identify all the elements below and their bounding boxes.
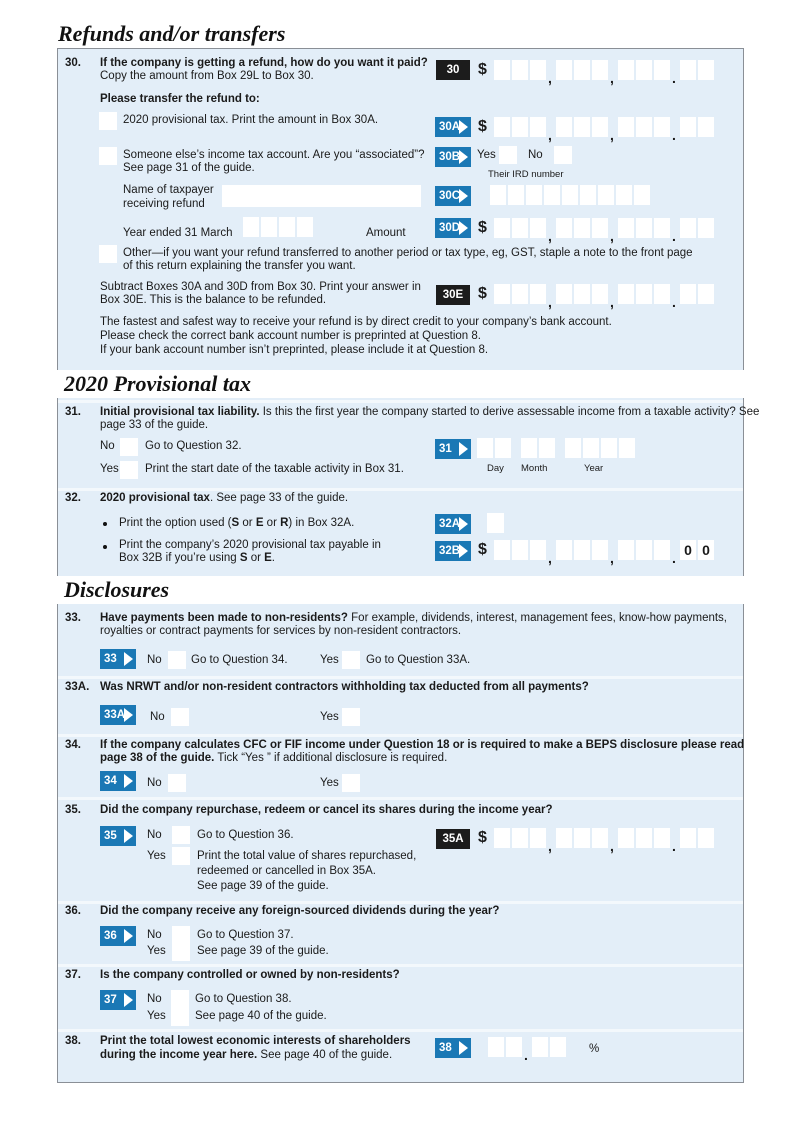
yes-checkbox-35[interactable]	[172, 847, 190, 865]
amount-input-32b[interactable]	[478, 540, 716, 566]
digit-box[interactable]	[636, 828, 652, 848]
digit-box[interactable]	[636, 284, 652, 304]
digit-box[interactable]	[477, 438, 493, 458]
digit-box[interactable]	[680, 117, 696, 137]
taxpayer-name-input[interactable]	[222, 185, 421, 207]
no-checkbox-33a[interactable]	[171, 708, 189, 726]
option-text: See page 39 of the guide.	[197, 880, 329, 892]
checkbox-30a[interactable]	[99, 112, 117, 130]
question-text: If the company is getting a refund, how do you want it paid?	[100, 57, 428, 69]
percent-sign: %	[589, 1043, 600, 1055]
yes-label: Yes	[147, 1010, 166, 1022]
digit-box[interactable]	[592, 218, 608, 238]
option-text: redeemed or cancelled in Box 35A.	[197, 865, 376, 877]
question-number: 36.	[65, 905, 81, 917]
digit-box[interactable]	[512, 218, 528, 238]
question-text: Did the company receive any foreign-sourced dividends during the year?	[100, 905, 500, 917]
question-number: 32.	[65, 492, 81, 504]
option-text: Someone else’s income tax account. Are you “associated”?	[123, 149, 425, 161]
checkbox-other[interactable]	[99, 245, 117, 263]
yes-checkbox-33[interactable]	[342, 651, 360, 669]
no-label: No	[150, 711, 165, 723]
question-rest: . See page 33 of the guide.	[209, 492, 349, 504]
section-title-provisional: 2020 Provisional tax	[64, 371, 252, 396]
digit-box[interactable]	[654, 60, 670, 80]
year-label: Year	[584, 463, 604, 474]
field-label: Year ended 31 March	[123, 227, 233, 239]
option-text: of this return explaining the transfer you want.	[123, 260, 356, 272]
digit-box[interactable]	[495, 438, 511, 458]
digit-box[interactable]	[494, 60, 510, 80]
box-label-31: 31	[435, 439, 471, 459]
option-text: Go to Question 38.	[195, 993, 292, 1005]
no-checkbox-33[interactable]	[168, 651, 186, 669]
amount-input-30[interactable]	[478, 60, 716, 86]
percentage-input-38[interactable]	[488, 1037, 568, 1063]
digit-box[interactable]	[506, 1037, 522, 1057]
field-label: Name of taxpayer	[123, 184, 214, 196]
decimal-point: .	[524, 1047, 528, 1063]
box-label-38: 38	[435, 1038, 471, 1058]
question-text: page 38 of the guide. Tick “Yes ” if additional disclosure is required.	[100, 752, 448, 764]
bullet	[103, 545, 107, 549]
divider	[58, 1029, 743, 1032]
section-title-refunds: Refunds and/or transfers	[58, 21, 286, 46]
digit-box[interactable]	[574, 540, 590, 560]
comma-separator: ,	[548, 838, 552, 854]
yes-label: Yes	[320, 654, 339, 666]
option-text: Other—if you want your refund transferred to another period or tax type, eg, GST, staple a note to the front page	[123, 247, 693, 259]
digit-box[interactable]	[488, 1037, 504, 1057]
option-text: Go to Question 36.	[197, 829, 294, 841]
yes-checkbox-31[interactable]	[120, 461, 138, 479]
dollar-sign: $	[478, 829, 487, 846]
digit-box[interactable]	[261, 217, 277, 237]
question-number: 30.	[65, 57, 81, 69]
bullet-text: Print the company’s 2020 provisional tax payable in	[119, 539, 381, 551]
digit-box[interactable]	[618, 828, 634, 848]
section-title-disclosures: Disclosures	[64, 577, 170, 602]
box-label-35: 35	[100, 826, 136, 846]
option-text: See page 31 of the guide.	[123, 162, 255, 174]
box-label-33a: 33A	[100, 705, 136, 725]
option-text: Go to Question 37.	[197, 929, 294, 941]
amount-input-35a[interactable]	[478, 828, 716, 854]
decimal-point: .	[672, 550, 676, 566]
comma-separator: ,	[548, 127, 552, 143]
field-label: receiving refund	[123, 198, 205, 210]
yes-checkbox-37[interactable]	[171, 1008, 189, 1026]
yes-label: Yes	[147, 850, 166, 862]
digit-box[interactable]	[654, 218, 670, 238]
digit-box[interactable]	[698, 60, 714, 80]
option-text: See page 39 of the guide.	[197, 945, 329, 957]
digit-box[interactable]	[601, 438, 617, 458]
digit-box[interactable]	[297, 217, 313, 237]
year-input-30d[interactable]	[243, 217, 315, 239]
box-label-37: 37	[100, 990, 136, 1010]
box-label-32a: 32A	[435, 514, 471, 534]
digit-box[interactable]	[592, 540, 608, 560]
digit-box[interactable]	[616, 185, 632, 205]
question-text: Was NRWT and/or non-resident contractors withholding tax deducted from all payments?	[100, 681, 589, 693]
instruction-text: Subtract Boxes 30A and 30D from Box 30. Print your answer in	[100, 281, 421, 293]
digit-box[interactable]	[512, 284, 528, 304]
digit-box[interactable]	[618, 218, 634, 238]
gap	[557, 438, 563, 458]
digit-box[interactable]	[556, 60, 572, 80]
digit-box[interactable]	[521, 438, 537, 458]
decimal-point: .	[672, 838, 676, 854]
option-text: Go to Question 34.	[191, 654, 288, 666]
digit-box[interactable]	[654, 117, 670, 137]
digit-box[interactable]	[574, 828, 590, 848]
day-label: Day	[487, 463, 504, 474]
digit-box[interactable]	[530, 117, 546, 137]
comma-separator: ,	[548, 550, 552, 566]
digit-box[interactable]	[556, 540, 572, 560]
digit-box[interactable]	[530, 284, 546, 304]
month-label: Month	[521, 463, 548, 474]
no-label: No	[147, 654, 162, 666]
comma-separator: ,	[548, 228, 552, 244]
no-label: No	[147, 777, 162, 789]
digit-box[interactable]	[698, 218, 714, 238]
dollar-sign: $	[478, 219, 487, 236]
digit-box[interactable]	[636, 540, 652, 560]
question-help: Copy the amount from Box 29L to Box 30.	[100, 70, 314, 82]
option-input-32a[interactable]	[487, 513, 504, 533]
note-text: Please check the correct bank account number is preprinted at Question 8.	[100, 330, 481, 342]
digit-box[interactable]	[494, 117, 510, 137]
box-label-33: 33	[100, 649, 136, 669]
divider	[58, 488, 743, 491]
decimal-point: .	[672, 228, 676, 244]
question-bold: 2020 provisional tax	[100, 492, 210, 504]
digit-box[interactable]	[636, 60, 652, 80]
digit-box[interactable]: 0	[680, 540, 696, 560]
decimal-point: .	[672, 294, 676, 310]
digit-box[interactable]	[526, 185, 542, 205]
digit-box[interactable]	[508, 185, 524, 205]
option-text: See page 40 of the guide.	[195, 1010, 327, 1022]
dollar-sign: $	[478, 61, 487, 78]
digit-box[interactable]	[698, 117, 714, 137]
amount-input-30d[interactable]	[478, 218, 716, 244]
comma-separator: ,	[548, 294, 552, 310]
option-text: Go to Question 33A.	[366, 654, 471, 666]
yes-checkbox-34[interactable]	[342, 774, 360, 792]
digit-box[interactable]	[556, 117, 572, 137]
digit-box[interactable]	[512, 540, 528, 560]
comma-separator: ,	[548, 70, 552, 86]
ird-number-input-30c[interactable]	[490, 185, 652, 207]
dollar-sign: $	[478, 118, 487, 135]
yes-checkbox-33a[interactable]	[342, 708, 360, 726]
option-text: 2020 provisional tax. Print the amount in Box 30A.	[123, 114, 379, 126]
digit-box[interactable]	[530, 60, 546, 80]
digit-box[interactable]	[530, 540, 546, 560]
ird-number-label: Their IRD number	[488, 169, 564, 180]
digit-box[interactable]	[619, 438, 635, 458]
transfer-heading: Please transfer the refund to:	[100, 93, 260, 105]
box-label-36: 36	[100, 926, 136, 946]
question-text: Have payments been made to non-residents? For example, dividends, interest, management fees, know-how payments,	[100, 612, 727, 624]
digit-box[interactable]	[544, 185, 560, 205]
question-text: If the company calculates CFC or FIF income under Question 18 or is required to make a BEPS disclosure please read	[100, 739, 745, 751]
box-label-35a: 35A	[436, 829, 470, 849]
decimal-point: .	[672, 70, 676, 86]
question-number: 33.	[65, 612, 81, 624]
digit-box[interactable]	[574, 218, 590, 238]
amount-input-30a[interactable]	[478, 117, 716, 143]
yes-checkbox-30b[interactable]	[499, 146, 517, 164]
digit-box[interactable]	[494, 828, 510, 848]
no-checkbox-34[interactable]	[168, 774, 186, 792]
question-number: 37.	[65, 969, 81, 981]
no-checkbox-36[interactable]	[172, 926, 190, 944]
comma-separator: ,	[610, 70, 614, 86]
digit-box[interactable]	[680, 218, 696, 238]
bullet	[103, 522, 107, 526]
digit-box[interactable]	[698, 828, 714, 848]
gap	[513, 438, 519, 458]
question-number: 34.	[65, 739, 81, 751]
instruction-text: Box 30E. This is the balance to be refunded.	[100, 294, 327, 306]
box-label-34: 34	[100, 771, 136, 791]
digit-box[interactable]	[654, 540, 670, 560]
digit-box[interactable]	[279, 217, 295, 237]
yes-label: Yes	[320, 777, 339, 789]
digit-box[interactable]	[550, 1037, 566, 1057]
box-label-30e: 30E	[436, 285, 470, 305]
no-label: No	[147, 993, 162, 1005]
digit-box[interactable]	[530, 218, 546, 238]
question-rest: Is this the first year the company started to derive assessable income from a taxable activity? See	[259, 406, 760, 418]
digit-box[interactable]	[618, 540, 634, 560]
digit-box[interactable]	[562, 185, 578, 205]
box-label-32b: 32B	[435, 541, 471, 561]
question-help: page 33 of the guide.	[100, 419, 209, 431]
digit-box[interactable]	[556, 828, 572, 848]
question-text: Print the total lowest economic interests of shareholders	[100, 1035, 411, 1047]
amount-input-30e[interactable]	[478, 284, 716, 310]
digit-box[interactable]	[539, 438, 555, 458]
no-checkbox-35[interactable]	[172, 826, 190, 844]
digit-box[interactable]	[583, 438, 599, 458]
question-text: Is the company controlled or owned by non-residents?	[100, 969, 400, 981]
checkbox-30b[interactable]	[99, 147, 117, 165]
comma-separator: ,	[610, 228, 614, 244]
comma-separator: ,	[610, 550, 614, 566]
bullet-text: Box 32B if you’re using S or E.	[119, 552, 275, 564]
no-label: No	[147, 829, 162, 841]
digit-box[interactable]	[556, 284, 572, 304]
box-label-30d: 30D	[435, 218, 471, 238]
question-number: 38.	[65, 1035, 81, 1047]
digit-box[interactable]	[698, 284, 714, 304]
digit-box[interactable]	[494, 218, 510, 238]
digit-box[interactable]	[532, 1037, 548, 1057]
digit-box[interactable]	[592, 117, 608, 137]
digit-box[interactable]	[530, 828, 546, 848]
divider	[58, 901, 743, 904]
digit-box[interactable]	[618, 60, 634, 80]
question-text	[100, 492, 348, 504]
digit-box[interactable]	[512, 60, 528, 80]
digit-box[interactable]	[592, 828, 608, 848]
digit-box[interactable]	[618, 117, 634, 137]
digit-box[interactable]	[618, 284, 634, 304]
digit-box[interactable]	[636, 117, 652, 137]
digit-box[interactable]	[592, 60, 608, 80]
comma-separator: ,	[610, 127, 614, 143]
bullet-text: Print the option used (S or E or R) in Box 32A.	[119, 517, 355, 529]
question-text: Did the company repurchase, redeem or cancel its shares during the income year?	[100, 804, 553, 816]
note-text: The fastest and safest way to receive your refund is by direct credit to your company’s bank account.	[100, 316, 612, 328]
divider	[58, 797, 743, 800]
comma-separator: ,	[610, 294, 614, 310]
box-label-30b: 30B	[435, 147, 471, 167]
yes-label: Yes	[320, 711, 339, 723]
digit-box[interactable]	[243, 217, 259, 237]
digit-box[interactable]	[574, 117, 590, 137]
question-bold: Initial provisional tax liability.	[100, 406, 260, 418]
yes-label: Yes	[477, 149, 496, 161]
digit-box[interactable]	[565, 438, 581, 458]
question-help: royalties or contract payments for services by non-resident contractors.	[100, 625, 462, 637]
divider	[58, 734, 743, 737]
digit-box[interactable]	[512, 117, 528, 137]
digit-box[interactable]	[654, 828, 670, 848]
digit-box[interactable]	[494, 284, 510, 304]
yes-checkbox-36[interactable]	[172, 943, 190, 961]
question-text: during the income year here. See page 40 of the guide.	[100, 1049, 393, 1061]
option-text: Go to Question 32.	[145, 440, 242, 452]
no-label: No	[528, 149, 543, 161]
divider	[58, 964, 743, 967]
question-number: 31.	[65, 406, 81, 418]
digit-box[interactable]	[574, 60, 590, 80]
no-checkbox-31[interactable]	[120, 438, 138, 456]
no-checkbox-37[interactable]	[171, 990, 189, 1008]
digit-box[interactable]	[490, 185, 506, 205]
dollar-sign: $	[478, 285, 487, 302]
no-label: No	[100, 440, 115, 452]
date-input-31[interactable]	[477, 438, 637, 460]
note-text: If your bank account number isn’t preprinted, please include it at Question 8.	[100, 344, 489, 356]
divider	[58, 400, 743, 403]
comma-separator: ,	[610, 838, 614, 854]
yes-label: Yes	[100, 463, 119, 475]
option-text: Print the total value of shares repurchased,	[197, 850, 417, 862]
question-text	[100, 406, 759, 418]
divider	[58, 676, 743, 679]
digit-box[interactable]	[574, 284, 590, 304]
digit-box[interactable]	[598, 185, 614, 205]
digit-box[interactable]	[680, 60, 696, 80]
digit-box[interactable]	[580, 185, 596, 205]
digit-box[interactable]	[512, 828, 528, 848]
no-checkbox-30b[interactable]	[554, 146, 572, 164]
box-label-30c: 30C	[435, 186, 471, 206]
digit-box[interactable]	[680, 828, 696, 848]
field-label: Amount	[366, 227, 406, 239]
digit-box[interactable]	[592, 284, 608, 304]
option-text: Print the start date of the taxable activity in Box 31.	[145, 463, 404, 475]
box-label-30: 30	[436, 60, 470, 80]
digit-box[interactable]	[680, 284, 696, 304]
no-label: No	[147, 929, 162, 941]
digit-box[interactable]	[494, 540, 510, 560]
decimal-point: .	[672, 127, 676, 143]
question-number: 33A.	[65, 681, 90, 693]
digit-box[interactable]	[654, 284, 670, 304]
question-number: 35.	[65, 804, 81, 816]
box-label-30a: 30A	[435, 117, 471, 137]
yes-label: Yes	[147, 945, 166, 957]
digit-box[interactable]	[634, 185, 650, 205]
dollar-sign: $	[478, 541, 487, 558]
digit-box[interactable]: 0	[698, 540, 714, 560]
digit-box[interactable]	[636, 218, 652, 238]
digit-box[interactable]	[556, 218, 572, 238]
